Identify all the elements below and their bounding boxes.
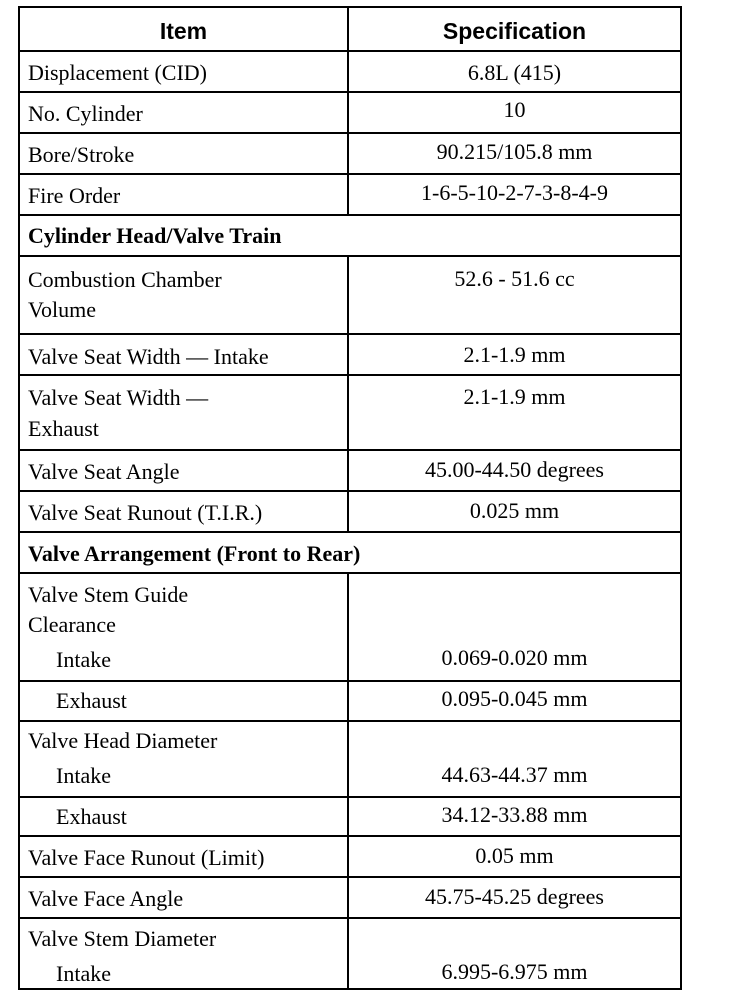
sub-item-intake: Intake <box>56 961 111 986</box>
sub-item-intake: Intake <box>56 647 111 672</box>
item-cell: Bore/Stroke <box>28 142 135 167</box>
section-row <box>20 533 680 574</box>
section-row <box>20 216 680 257</box>
spec-cell: 2.1-1.9 mm <box>463 384 566 409</box>
spec-cell-exhaust: 34.12-33.88 mm <box>441 802 588 827</box>
item-cell: Combustion Chamber <box>28 267 222 292</box>
sub-item-exhaust: Exhaust <box>56 804 127 829</box>
item-cell-line2: Clearance <box>28 612 116 637</box>
table-row <box>20 492 680 533</box>
header-specification: Specification <box>442 18 587 44</box>
section-heading: Valve Arrangement (Front to Rear) <box>28 541 361 566</box>
spec-cell-intake: 0.069-0.020 mm <box>441 645 588 670</box>
spec-cell: 0.025 mm <box>469 498 560 523</box>
spec-cell-intake: 44.63-44.37 mm <box>441 762 588 787</box>
spec-cell: 1-6-5-10-2-7-3-8-4-9 <box>421 180 608 205</box>
item-cell: Valve Head Diameter <box>28 728 218 753</box>
section-heading: Cylinder Head/Valve Train <box>28 223 282 248</box>
spec-cell: 2.1-1.9 mm <box>463 342 566 367</box>
header-item: Item <box>159 18 208 44</box>
spec-cell: 10 <box>503 97 526 122</box>
table-row <box>20 93 680 134</box>
table-row <box>20 257 680 335</box>
table-row-group <box>20 919 680 988</box>
table-row <box>20 335 680 376</box>
spec-cell: 45.00-44.50 degrees <box>424 457 604 482</box>
item-cell: Valve Seat Width — <box>28 385 209 410</box>
table-row <box>20 52 680 93</box>
table-row-group <box>20 722 680 837</box>
table-row <box>20 134 680 175</box>
item-cell: Valve Seat Width — Intake <box>28 344 269 369</box>
table-row <box>20 376 680 451</box>
item-cell: No. Cylinder <box>28 101 143 126</box>
spec-cell: 0.05 mm <box>475 843 554 868</box>
item-cell: Valve Face Runout (Limit) <box>28 845 265 870</box>
spec-cell-exhaust: 0.095-0.045 mm <box>441 686 588 711</box>
spec-table <box>18 6 682 990</box>
item-cell: Valve Stem Diameter <box>28 926 217 951</box>
table-row <box>20 837 680 878</box>
item-cell: Valve Seat Angle <box>28 459 180 484</box>
item-cell: Valve Face Angle <box>28 886 184 911</box>
sub-item-exhaust: Exhaust <box>56 688 127 713</box>
spec-cell: 6.8L (415) <box>467 60 562 85</box>
table-row <box>20 175 680 216</box>
item-cell: Valve Stem Guide <box>28 582 189 607</box>
spec-cell: 90.215/105.8 mm <box>436 139 593 164</box>
item-cell: Displacement (CID) <box>28 60 207 85</box>
spec-cell: 52.6 - 51.6 cc <box>454 266 575 291</box>
item-cell-line2: Exhaust <box>28 416 99 441</box>
item-cell: Valve Seat Runout (T.I.R.) <box>28 500 263 525</box>
item-cell: Fire Order <box>28 183 121 208</box>
table-row-group <box>20 574 680 722</box>
spec-cell-intake: 6.995-6.975 mm <box>441 959 588 984</box>
item-cell-line2: Volume <box>28 297 97 322</box>
table-row <box>20 878 680 919</box>
spec-cell: 45.75-45.25 degrees <box>424 884 604 909</box>
header-row <box>20 8 680 52</box>
sub-item-intake: Intake <box>56 763 111 788</box>
table-row <box>20 451 680 492</box>
